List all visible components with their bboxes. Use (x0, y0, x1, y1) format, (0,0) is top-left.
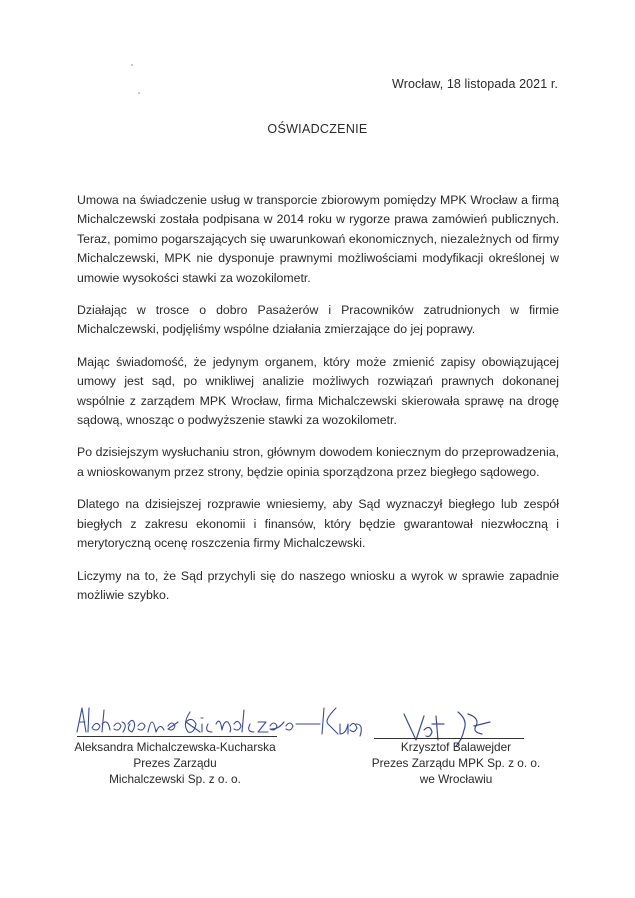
signer-company: we Wrocławiu (419, 772, 493, 786)
scan-speck (138, 92, 140, 94)
document-date: Wrocław, 18 listopada 2021 r. (392, 77, 558, 91)
signer-role: Prezes Zarządu (133, 756, 217, 770)
paragraph: Działając w trosce o dobro Pasażerów i Pracowników zatrudnionych w firmie Michalczewski, podjęliśmy wspólne działania zmierzające do jej poprawy. (77, 303, 559, 337)
paragraph: Po dzisiejszym wysłuchaniu stron, głównym dowodem koniecznym do przeprowadzenia, a wnioskowanym przez strony, będzie opinia sporządzona przez biegłego sądowego. (77, 445, 559, 479)
signer-name: Aleksandra Michalczewska-Kucharska (74, 740, 276, 754)
paragraph: Liczymy na to, że Sąd przychyli się do naszego wniosku a wyrok w sprawie zapadnie możliwie szybko. (77, 568, 559, 602)
document-body (77, 191, 559, 618)
signature-block (0, 700, 635, 820)
document-title: OŚWIADCZENIE (267, 122, 368, 136)
scan-speck (131, 64, 133, 66)
paragraph: Dlatego na dzisiejszej rozprawie wniesiemy, aby Sąd wyznaczył biegłego lub zespół biegłych z zakresu ekonomii i finansów, który będzie gwarantował niezwłoczną i merytoryczną ocenę roszczenia firmy Michalczewski. (77, 497, 559, 551)
signer-role: Prezes Zarządu MPK Sp. z o. o. (371, 756, 541, 770)
signer-name: Krzysztof Balawejder (400, 740, 512, 754)
paragraph: Umowa na świadczenie usług w transporcie zbiorowym pomiędzy MPK Wrocław a firmą Michalczewski została podpisana w 2014 roku w rygorze prawa zamówień publicznych. Teraz, pomimo pogarszających się uwarunkowań ekonomicznych, niezależnych od firmy Michalczewski, MPK nie dysponuje prawnymi możliwościami modyfikacji określonej w umowie wysokości stawki za wozokilometr. (77, 193, 559, 285)
signer-right (356, 739, 556, 787)
paragraph: Mając świadomość, że jedynym organem, który może zmienić zapisy obowiązującej umowy jest sąd, po wnikliwej analizie możliwych rozwiązań prawnych dokonanej wspólnie z zarządem MPK Wrocław, firma Michalczewski skierowała sprawę na drogę sądową, wnosząc o podwyższenie stawki za wozokilometr. (77, 354, 559, 428)
signature-line-left (77, 736, 277, 737)
signer-left (60, 739, 290, 787)
signer-company: Michalczewski Sp. z o. o. (109, 772, 241, 786)
